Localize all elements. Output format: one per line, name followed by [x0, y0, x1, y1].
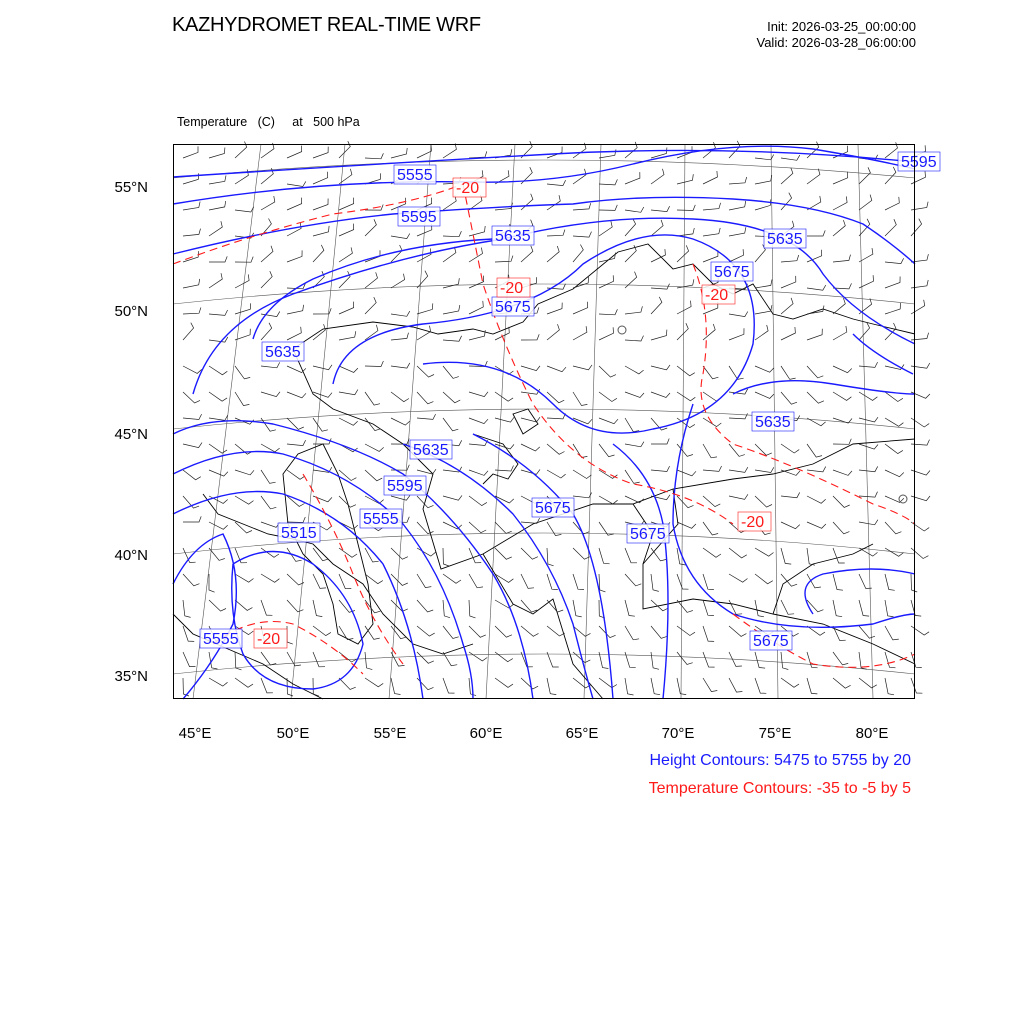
- lon-label-65e: 65°E: [565, 725, 599, 742]
- height-contour-label: 5675: [495, 299, 531, 316]
- height-contour-label: 5635: [413, 442, 449, 459]
- height-contour-label: 5515: [281, 525, 317, 542]
- temperature-contour-label: -20: [257, 631, 281, 648]
- map-title: KAZHYDROMET REAL-TIME WRF: [172, 14, 481, 36]
- temperature-contour-label: -20: [705, 287, 729, 304]
- height-contour-label: 5555: [363, 511, 399, 528]
- height-contour-label: 5555: [203, 631, 239, 648]
- run-info: [757, 19, 917, 51]
- lon-label-75e: 75°E: [758, 725, 792, 742]
- lat-label-35n: 35°N: [114, 668, 148, 685]
- height-contour-label: 5635: [495, 228, 531, 245]
- lon-label-55e: 55°E: [373, 725, 407, 742]
- lon-label-50e: 50°E: [276, 725, 310, 742]
- lon-label-45e: 45°E: [178, 725, 212, 742]
- height-contour-label: 5675: [714, 264, 750, 281]
- temperature-contour-label: -20: [500, 280, 524, 297]
- lon-label-60e: 60°E: [469, 725, 503, 742]
- height-contour-label: 5635: [767, 231, 803, 248]
- temperature-contour-label: -20: [741, 514, 765, 531]
- lat-label-50n: 50°N: [114, 303, 148, 320]
- height-contour-label: 5595: [401, 209, 437, 226]
- height-contour-label: 5595: [387, 478, 423, 495]
- height-contour-label: 5635: [755, 414, 791, 431]
- height-contour-label: 5635: [265, 344, 301, 361]
- field-temperature: Temperature (C) at 500 hPa: [177, 115, 360, 129]
- height-contour-label: 5555: [397, 167, 433, 184]
- height-contour-label: 5595: [901, 154, 937, 171]
- height-contour-label: 5675: [753, 633, 789, 650]
- lat-label-40n: 40°N: [114, 547, 148, 564]
- lon-label-80e: 80°E: [855, 725, 889, 742]
- lat-label-55n: 55°N: [114, 179, 148, 196]
- height-contour-label: 5675: [535, 500, 571, 517]
- temperature-contour-label: -20: [456, 180, 480, 197]
- lon-label-70e: 70°E: [661, 725, 695, 742]
- height-legend: Height Contours: 5475 to 5755 by 20: [649, 752, 911, 769]
- valid-time: Valid: 2026-03-28_06:00:00: [756, 35, 916, 50]
- height-contour-label: 5675: [630, 526, 666, 543]
- lat-label-45n: 45°N: [114, 426, 148, 443]
- temperature-legend: Temperature Contours: -35 to -5 by 5: [648, 780, 911, 797]
- weather-map: [173, 144, 937, 699]
- init-time: Init: 2026-03-25_00:00:00: [767, 19, 916, 34]
